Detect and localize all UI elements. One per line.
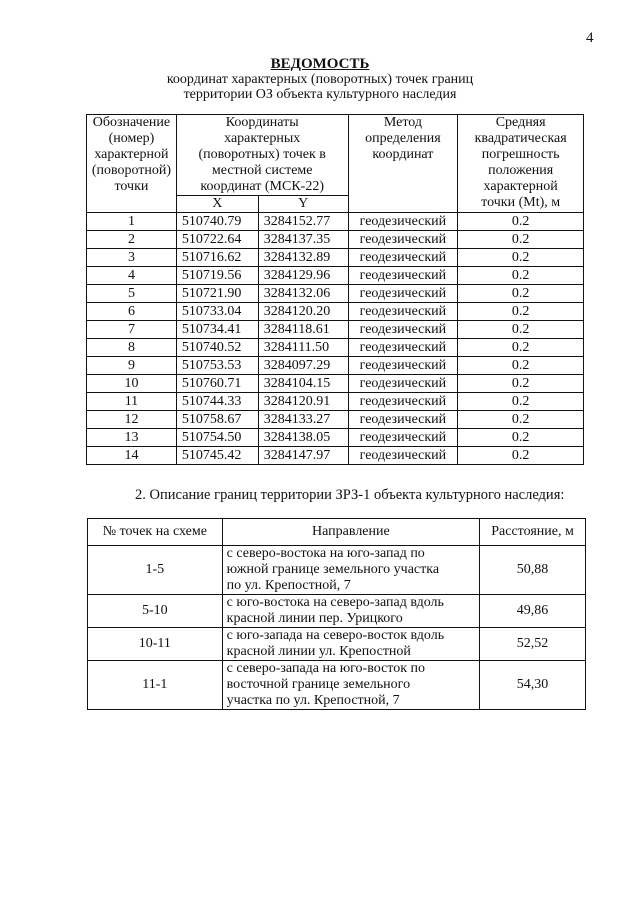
x-coordinate: 510744.33 [176,393,258,411]
direction-line: с юго-востока на северо-запад вдоль [226,595,444,610]
error-cell: 0.2 [458,411,584,429]
y-coordinate: 3284132.06 [258,285,348,303]
header-line: Обозначение [92,115,171,130]
y-coordinate: 3284138.05 [258,429,348,447]
x-coordinate: 510733.04 [176,303,258,321]
y-coordinate: 3284137.35 [258,231,348,249]
point-number: 3 [87,249,177,267]
table-row [87,411,584,429]
direction-line: восточной границе земельного [226,677,411,692]
error-cell: 0.2 [458,213,584,231]
header-line: (поворотной) [91,163,172,178]
points-cell: 11-1 [88,661,223,710]
header-line: характерных [224,131,301,146]
y-coordinate: 3284118.61 [258,321,348,339]
point-number: 4 [87,267,177,285]
title-main: ВЕДОМОСТЬ [270,56,370,72]
table-row [87,213,584,231]
table-row [87,285,584,303]
distance-cell: 52,52 [480,628,586,661]
point-number: 11 [87,393,177,411]
table-row [87,447,584,465]
y-coordinate: 3284133.27 [258,411,348,429]
header-line: точки [114,179,149,194]
header-points: № точек на схеме [88,519,223,546]
table-row [88,628,586,661]
error-cell: 0.2 [458,339,584,357]
distance-cell: 54,30 [480,661,586,710]
header-line: характерной [483,179,558,194]
header-line: (поворотных) точек в [198,147,326,162]
header-line: (номер) [108,131,155,146]
direction-line: с юго-запада на северо-восток вдоль [226,628,445,643]
header-coordinates [176,115,348,196]
point-number: 14 [87,447,177,465]
point-number: 13 [87,429,177,447]
x-coordinate: 510740.79 [176,213,258,231]
method-cell: геодезический [348,303,458,321]
header-line: характерной [94,147,169,162]
header-error [458,115,584,213]
table-row [88,546,586,595]
point-number: 1 [87,213,177,231]
y-coordinate: 3284129.96 [258,267,348,285]
error-cell: 0.2 [458,357,584,375]
y-coordinate: 3284097.29 [258,357,348,375]
x-coordinate: 510716.62 [176,249,258,267]
y-coordinate: 3284152.77 [258,213,348,231]
header-line: Координаты [225,115,299,130]
direction-line: южной границе земельного участка [226,562,440,577]
method-cell: геодезический [348,429,458,447]
header-line: координат [372,147,434,162]
error-cell: 0.2 [458,393,584,411]
point-number: 2 [87,231,177,249]
direction-line: красной линии ул. Крепостной [226,644,411,659]
method-cell: геодезический [348,447,458,465]
error-cell: 0.2 [458,303,584,321]
header-line: погрешность [481,147,560,162]
direction-line: участка по ул. Крепостной, 7 [226,693,400,708]
direction-line: с северо-запада на юго-восток по [226,661,426,676]
header-direction: Направление [222,519,479,546]
distance-cell: 49,86 [480,595,586,628]
y-coordinate: 3284111.50 [258,339,348,357]
x-coordinate: 510734.41 [176,321,258,339]
header-line: квадратическая [474,131,567,146]
page-number: 4 [586,30,594,46]
method-cell: геодезический [348,249,458,267]
error-cell: 0.2 [458,267,584,285]
direction-line: с северо-востока на юго-запад по [226,546,425,561]
table-row [87,339,584,357]
method-cell: геодезический [348,285,458,303]
coordinates-table [86,114,584,465]
method-cell: геодезический [348,231,458,249]
point-number: 5 [87,285,177,303]
table-row [87,267,584,285]
header-line: Средняя [495,115,546,130]
error-cell: 0.2 [458,249,584,267]
method-cell: геодезический [348,321,458,339]
error-cell: 0.2 [458,285,584,303]
direction-cell [222,628,479,661]
table-row [87,375,584,393]
direction-cell [222,595,479,628]
x-coordinate: 510719.56 [176,267,258,285]
header-line: Метод [383,115,422,130]
points-cell: 5-10 [88,595,223,628]
point-number: 8 [87,339,177,357]
error-cell: 0.2 [458,321,584,339]
method-cell: геодезический [348,375,458,393]
table-row [87,321,584,339]
x-coordinate: 510740.52 [176,339,258,357]
table-row [87,231,584,249]
x-coordinate: 510758.67 [176,411,258,429]
x-coordinate: 510721.90 [176,285,258,303]
x-coordinate: 510753.53 [176,357,258,375]
direction-cell [222,546,479,595]
error-cell: 0.2 [458,429,584,447]
header-line: определения [365,131,441,146]
header-y: Y [258,196,348,213]
table-row [87,249,584,267]
error-cell: 0.2 [458,375,584,393]
x-coordinate: 510745.42 [176,447,258,465]
header-line: координат (МСК-22) [200,179,324,194]
method-cell: геодезический [348,393,458,411]
header-x: X [176,196,258,213]
header-line: точки (Mt), м [481,195,561,210]
table-row [87,393,584,411]
method-cell: геодезический [348,357,458,375]
header-method [348,115,458,213]
direction-line: по ул. Крепостной, 7 [226,578,351,593]
method-cell: геодезический [348,339,458,357]
point-number: 6 [87,303,177,321]
method-cell: геодезический [348,213,458,231]
method-cell: геодезический [348,267,458,285]
point-number: 12 [87,411,177,429]
direction-line: красной линии пер. Урицкого [226,611,403,626]
x-coordinate: 510754.50 [176,429,258,447]
y-coordinate: 3284147.97 [258,447,348,465]
table-row [87,357,584,375]
point-number: 10 [87,375,177,393]
x-coordinate: 510760.71 [176,375,258,393]
distance-cell: 50,88 [480,546,586,595]
direction-cell [222,661,479,710]
points-cell: 10-11 [88,628,223,661]
title-line-1: координат характерных (поворотных) точек границ [166,72,474,87]
method-cell: геодезический [348,411,458,429]
y-coordinate: 3284120.91 [258,393,348,411]
y-coordinate: 3284120.20 [258,303,348,321]
section-2-heading: 2. Описание границ территории ЗРЗ-1 объекта культурного наследия: [135,487,565,503]
header-distance: Расстояние, м [480,519,586,546]
error-cell: 0.2 [458,231,584,249]
x-coordinate: 510722.64 [176,231,258,249]
title-line-2: территории ОЗ объекта культурного наследия [183,87,457,102]
header-line: положения [488,163,554,178]
table-row [87,429,584,447]
header-designation [87,115,177,213]
y-coordinate: 3284104.15 [258,375,348,393]
point-number: 7 [87,321,177,339]
error-cell: 0.2 [458,447,584,465]
table-row [88,595,586,628]
header-line: местной системе [211,163,313,178]
point-number: 9 [87,357,177,375]
points-cell: 1-5 [88,546,223,595]
border-description-table [87,518,586,710]
document-title [0,57,640,102]
y-coordinate: 3284132.89 [258,249,348,267]
table-row [88,661,586,710]
table-row [87,303,584,321]
